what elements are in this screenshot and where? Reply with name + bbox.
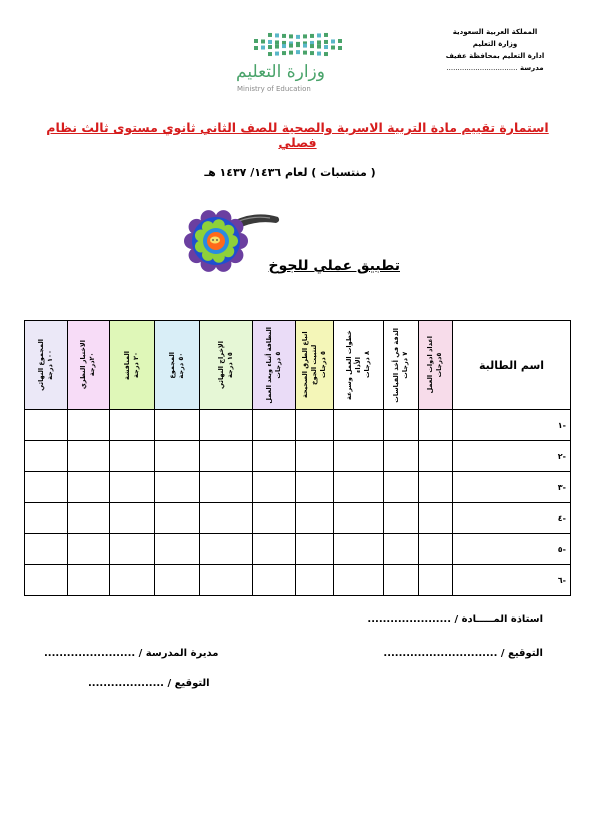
criterion-text <box>123 351 141 380</box>
score-cell[interactable] <box>67 441 109 472</box>
criterion-points: ٥ درجات <box>274 351 283 379</box>
criterion-header <box>418 321 452 410</box>
teacher-sign-dots: .............................. <box>383 648 498 659</box>
score-cell[interactable] <box>25 534 68 565</box>
score-cell[interactable] <box>252 503 296 534</box>
criterion-text <box>79 340 97 389</box>
score-cell[interactable] <box>154 565 200 596</box>
score-cell[interactable] <box>334 565 384 596</box>
criterion-label: الإخراج النهائي <box>217 340 226 390</box>
criterion-header <box>154 321 200 410</box>
table-row <box>25 410 571 441</box>
score-cell[interactable] <box>25 441 68 472</box>
score-cell[interactable] <box>418 534 452 565</box>
principal-sign-line <box>88 678 210 689</box>
section-title: تطبيق عملي للجوخ <box>268 258 400 274</box>
score-cell[interactable] <box>109 565 154 596</box>
teacher-sign-line <box>383 648 543 659</box>
teacher-dots: ...................... <box>367 614 451 625</box>
student-name-cell[interactable]: -١ <box>453 410 571 441</box>
form-subtitle: ( منتسبات ) لعام ١٤٣٦/ ١٤٣٧ هـ <box>204 166 376 179</box>
score-cell[interactable] <box>334 534 384 565</box>
score-cell[interactable] <box>334 503 384 534</box>
score-cell[interactable] <box>418 472 452 503</box>
table-row <box>25 441 571 472</box>
criterion-header <box>384 321 418 410</box>
form-title: استمارة تقييم مادة التربية الاسرية والصحية للصف الثاني ثانوي مستوى ثالث نظام فصلي <box>46 120 549 150</box>
criterion-points: ٥درجات <box>435 352 444 378</box>
score-cell[interactable] <box>252 565 296 596</box>
criterion-points: ٥٠ درجة <box>176 352 185 378</box>
student-name-cell[interactable]: -٣ <box>453 472 571 503</box>
criterion-label: خطوات العمل وسرعة الأداء <box>345 330 363 400</box>
criterion-label: اعداد ادوات العمل <box>426 336 435 394</box>
criterion-points: ١٥ درجة <box>226 352 235 378</box>
score-cell[interactable] <box>296 441 334 472</box>
principal-line <box>44 648 218 659</box>
score-cell[interactable] <box>384 534 418 565</box>
score-cell[interactable] <box>67 565 109 596</box>
logo-arabic-text: وزارة التعليم <box>236 62 325 82</box>
criterion-label: الدقة في أخذ القياسات <box>391 327 400 403</box>
score-cell[interactable] <box>200 441 252 472</box>
score-cell[interactable] <box>200 472 252 503</box>
score-cell[interactable] <box>67 534 109 565</box>
score-cell[interactable] <box>418 441 452 472</box>
criterion-text <box>217 341 235 389</box>
criterion-label: المناقشة <box>122 350 131 380</box>
score-cell[interactable] <box>296 534 334 565</box>
criterion-label: المجموع <box>167 351 176 379</box>
score-cell[interactable] <box>296 472 334 503</box>
score-cell[interactable] <box>252 410 296 441</box>
criterion-label: المجموع النهائي <box>36 339 45 391</box>
student-name-cell[interactable]: -٦ <box>453 565 571 596</box>
score-cell[interactable] <box>252 441 296 472</box>
score-cell[interactable] <box>200 565 252 596</box>
score-cell[interactable] <box>252 534 296 565</box>
table-row <box>25 565 571 596</box>
score-cell[interactable] <box>154 472 200 503</box>
criterion-header <box>200 321 252 410</box>
criterion-text <box>168 352 186 379</box>
score-cell[interactable] <box>252 472 296 503</box>
criterion-header <box>67 321 109 410</box>
score-cell[interactable] <box>154 441 200 472</box>
criterion-text <box>392 328 410 403</box>
criterion-points: ٨ درجات <box>363 351 372 379</box>
score-cell[interactable] <box>25 472 68 503</box>
criterion-header <box>334 321 384 410</box>
criterion-label: النظافة أثناء وبعد العمل <box>265 326 274 404</box>
score-cell[interactable] <box>25 565 68 596</box>
score-cell[interactable] <box>25 503 68 534</box>
principal-dots: ........................ <box>44 648 136 659</box>
criterion-points: ٢٠ درجة <box>131 352 140 378</box>
score-cell[interactable] <box>67 410 109 441</box>
header-info <box>435 26 555 74</box>
score-cell[interactable] <box>334 472 384 503</box>
table-row <box>25 503 571 534</box>
criterion-label: اتباع الطرق الصحيحة لتثبيت الجوخ <box>301 331 319 399</box>
principal-label: مديرة المدرسة / <box>138 648 219 659</box>
score-cell[interactable] <box>200 534 252 565</box>
criterion-text <box>345 323 372 407</box>
school-label: مدرسة <box>520 64 544 72</box>
teacher-label: استاذة المـــــادة / <box>454 614 543 625</box>
teacher-signature-line <box>367 614 543 625</box>
student-name-cell[interactable]: -٤ <box>453 503 571 534</box>
criterion-header <box>296 321 334 410</box>
score-cell[interactable] <box>200 410 252 441</box>
score-cell[interactable] <box>154 410 200 441</box>
score-cell[interactable] <box>296 503 334 534</box>
criterion-points: ٥ درجات <box>319 351 328 379</box>
score-cell[interactable] <box>109 503 154 534</box>
score-cell[interactable] <box>109 472 154 503</box>
criterion-points: ٢٠درجة <box>88 353 97 377</box>
criterion-label: الاختبار النظري <box>79 340 88 390</box>
teacher-sign-label: التوقيع / <box>500 648 543 659</box>
score-cell[interactable] <box>384 441 418 472</box>
score-cell[interactable] <box>67 472 109 503</box>
evaluation-table <box>24 320 571 596</box>
student-name-cell[interactable]: -٢ <box>453 441 571 472</box>
score-cell[interactable] <box>25 410 68 441</box>
score-cell[interactable] <box>334 441 384 472</box>
score-cell[interactable] <box>109 534 154 565</box>
table-row <box>25 534 571 565</box>
criterion-header <box>25 321 68 410</box>
score-cell[interactable] <box>296 565 334 596</box>
score-cell[interactable] <box>109 441 154 472</box>
principal-sign-label: التوقيع / <box>167 678 210 689</box>
principal-sign-dots: .................... <box>88 678 164 689</box>
student-name-header: اسم الطالبة <box>453 321 571 410</box>
score-cell[interactable] <box>200 503 252 534</box>
criterion-points: ١٠٠ درجة <box>45 350 54 380</box>
score-cell[interactable] <box>384 410 418 441</box>
score-cell[interactable] <box>418 565 452 596</box>
criterion-points: ٧ درجات <box>400 351 409 379</box>
score-cell[interactable] <box>418 410 452 441</box>
score-cell[interactable] <box>154 534 200 565</box>
score-cell[interactable] <box>384 503 418 534</box>
education-office: ادارة التعليم بمحافظة عفيف <box>445 52 545 60</box>
score-cell[interactable] <box>154 503 200 534</box>
criterion-text <box>426 336 444 393</box>
student-name-cell[interactable]: -٥ <box>453 534 571 565</box>
criterion-text <box>37 339 55 391</box>
criterion-header <box>252 321 296 410</box>
kingdom-name: المملكة العربية السعودية <box>452 28 538 36</box>
table-header-row <box>25 321 571 410</box>
logo-english-text: Ministry of Education <box>237 85 311 93</box>
score-cell[interactable] <box>109 410 154 441</box>
school-line <box>435 62 555 74</box>
criterion-text <box>265 327 283 404</box>
score-cell[interactable] <box>384 472 418 503</box>
score-cell[interactable] <box>334 410 384 441</box>
criterion-header <box>109 321 154 410</box>
criterion-text <box>301 323 328 407</box>
school-dots: ................................ <box>446 64 518 72</box>
score-cell[interactable] <box>384 565 418 596</box>
score-cell[interactable] <box>67 503 109 534</box>
score-cell[interactable] <box>418 503 452 534</box>
ministry-name: وزارة التعليم <box>472 40 518 48</box>
score-cell[interactable] <box>296 410 334 441</box>
table-row <box>25 472 571 503</box>
